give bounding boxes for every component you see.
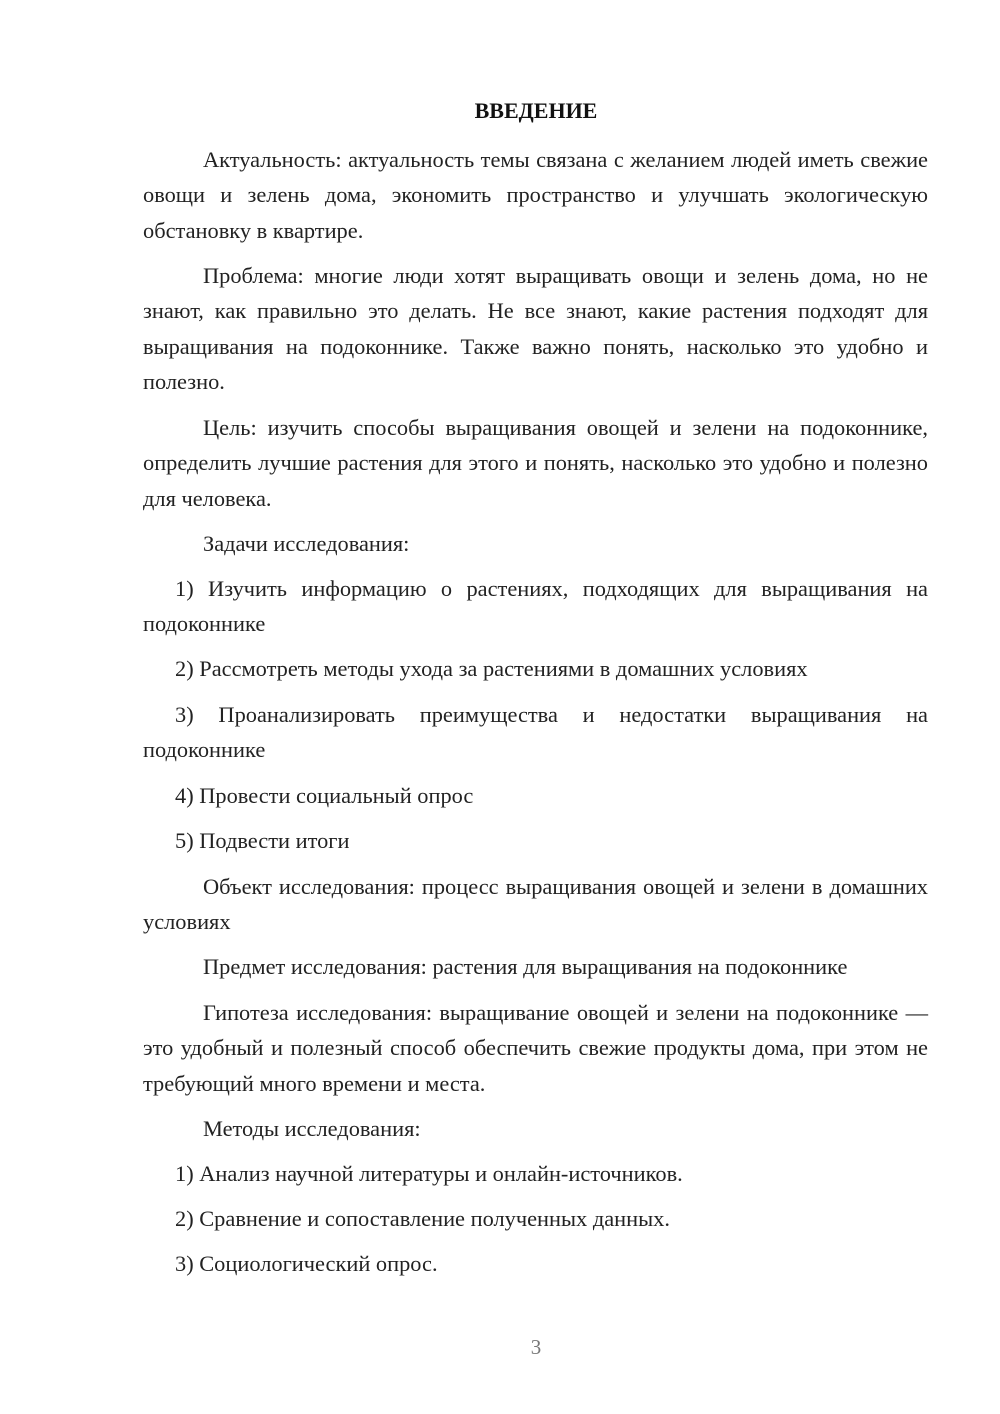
- paragraph-relevance: Актуальность: актуальность темы связана с желанием людей иметь свежие овощи и зелень дома, экономить пространство и улучшать экологическую обстановку в квартире.: [143, 147, 928, 243]
- tasks-title: Задачи исследования:: [203, 531, 410, 556]
- paragraph-problem: Проблема: многие люди хотят выращивать овощи и зелень дома, но не знают, как правильно это делать. Не все знают, какие растения подходят для выращивания на подоконнике. Также важно понять, насколько это удобно и полезно.: [143, 263, 928, 394]
- task-item-5: 5) Подвести итоги: [175, 828, 350, 853]
- method-item-3: 3) Социологический опрос.: [175, 1251, 438, 1276]
- page-title: ВВЕДЕНИЕ: [474, 98, 598, 123]
- paragraph-hypothesis: Гипотеза исследования: выращивание овощей и зелени на подоконнике — это удобный и полезный способ обеспечить свежие продукты дома, при этом не требующий много времени и места.: [143, 1000, 928, 1096]
- paragraph-goal: Цель: изучить способы выращивания овощей и зелени на подоконнике, определить лучшие растения для этого и понять, насколько это удобно и полезно для человека.: [143, 415, 928, 511]
- paragraph-subject: Предмет исследования: растения для выращивания на подоконнике: [203, 954, 848, 979]
- task-item-3: 3) Проанализировать преимущества и недостатки выращивания на подоконнике: [143, 702, 928, 763]
- method-item-1: 1) Анализ научной литературы и онлайн-источников.: [175, 1161, 683, 1186]
- task-item-2: 2) Рассмотреть методы ухода за растениями в домашних условиях: [175, 656, 808, 681]
- page-number: 3: [530, 1335, 542, 1359]
- paragraph-object: Объект исследования: процесс выращивания овощей и зелени в домашних условиях: [143, 874, 928, 935]
- methods-title: Методы исследования:: [203, 1116, 421, 1141]
- method-item-2: 2) Сравнение и сопоставление полученных данных.: [175, 1206, 670, 1231]
- task-item-1: 1) Изучить информацию о растениях, подходящих для выращивания на подоконнике: [143, 576, 928, 637]
- task-item-4: 4) Провести социальный опрос: [175, 783, 474, 808]
